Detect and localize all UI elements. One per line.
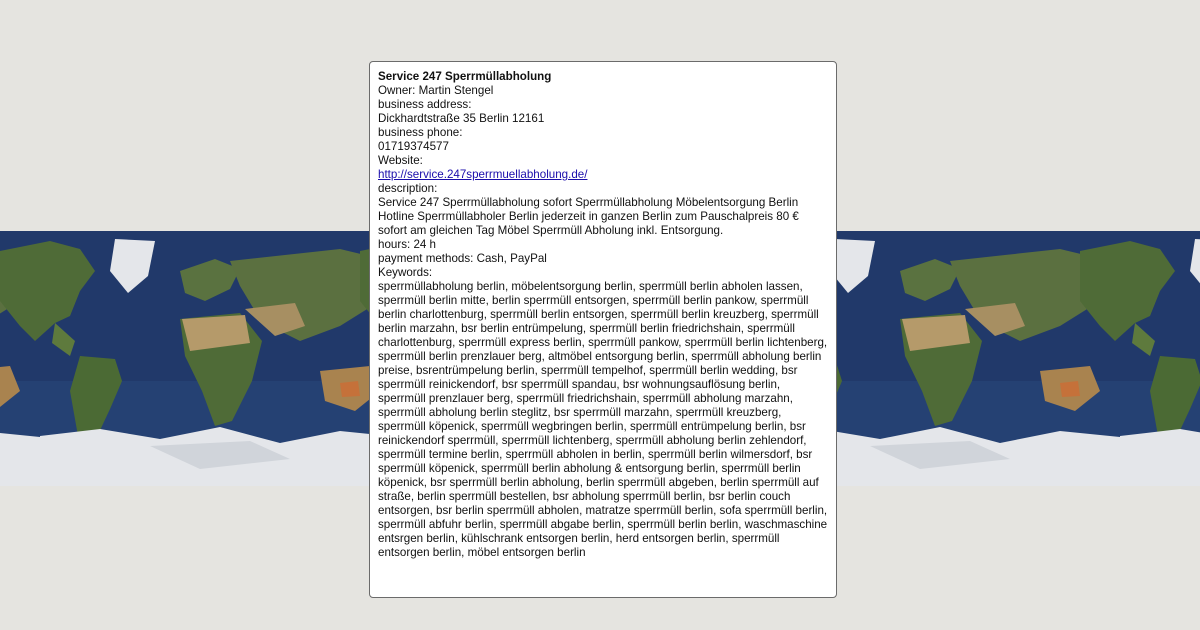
keywords-label: Keywords:	[378, 266, 433, 279]
description-text: Service 247 Sperrmüllabholung sofort Sperrmüllabholung Möbelentsorgung Berlin Hotline Sperrmüllabholer Berlin jederzeit in ganzen Berlin zum Pauschalpreis 80 € sofort am gleichen Tag Möbel Sperrmüll Abholung inkl. Entsorgung.	[378, 196, 799, 237]
address-label: business address:	[378, 98, 472, 111]
owner-text: Owner: Martin Stengel	[378, 84, 494, 97]
phone-label: business phone:	[378, 126, 463, 139]
description-label: description:	[378, 182, 438, 195]
business-title: Service 247 Sperrmüllabholung	[378, 70, 552, 83]
business-listing-card	[369, 61, 837, 598]
address-value: Dickhardtstraße 35 Berlin 12161	[378, 112, 545, 125]
website-link[interactable]: http://service.247sperrmuellabholung.de/	[378, 168, 588, 181]
phone-value: 01719374577	[378, 140, 449, 153]
website-label: Website:	[378, 154, 423, 167]
keywords-text: sperrmüllabholung berlin, möbelentsorgung berlin, sperrmüll berlin abholen lassen, sperrmüll berlin mitte, berlin sperrmüll entsorgen, sperrmüll berlin pankow, sperrmüll berlin charlottenburg, sperrmüll berlin entsorgen, sperrmüll berlin kreuzberg, sperrmüll berlin marzahn, bsr berlin entrümpelung, sperrmüll berlin friedrichshain, sperrmüll charlottenburg, sperrmüll express berlin, sperrmüll pankow, sperrmüll berlin lichtenberg, sperrmüll berlin prenzlauer berg, altmöbel entsorgung berlin, sperrmüll abholung berlin preise, bsrentrümpelung berlin, sperrmüll tempelhof, sperrmüll berlin wedding, bsr sperrmüll reinickendorf, bsr sperrmüll spandau, bsr wohnungsauflösung berlin, sperrmüll prenzlauer berg, sperrmüll friedrichshain, sperrmüll abholung marzahn, sperrmüll abholung berlin steglitz, bsr sperrmüll marzahn, sperrmüll kreuzberg, sperrmüll köpenick, sperrmüll wegbringen berlin, sperrmüll entrümpelung berlin, bsr reinickendorf sperrmüll, sperrmüll lichtenberg, sperrmüll abholung berlin zehlendorf, sperrmüll termine berlin, sperrmüll abholen in berlin, sperrmüll berlin wilmersdorf, bsr sperrmüll köpenick, sperrmüll berlin abholung & entsorgung berlin, sperrmüll berlin köpenick, bsr sperrmüll berlin abholung, berlin sperrmüll abgeben, berlin sperrmüll auf straße, berlin sperrmüll bestellen, bsr abholung sperrmüll berlin, bsr berlin couch entsorgen, bsr berlin sperrmüll abholen, matratze sperrmüll berlin, sofa sperrmüll berlin, sperrmüll abfuhr berlin, sperrmüll abgabe berlin, sperrmüll berlin berlin, waschmaschine entsrgen berlin, kühlschrank entsorgen berlin, herd entsorgen berlin, sperrmüll entsorgen berlin, möbel entsorgen berlin	[378, 280, 828, 559]
hours-text: hours: 24 h	[378, 238, 437, 251]
payment-methods-text: payment methods: Cash, PayPal	[378, 252, 547, 265]
